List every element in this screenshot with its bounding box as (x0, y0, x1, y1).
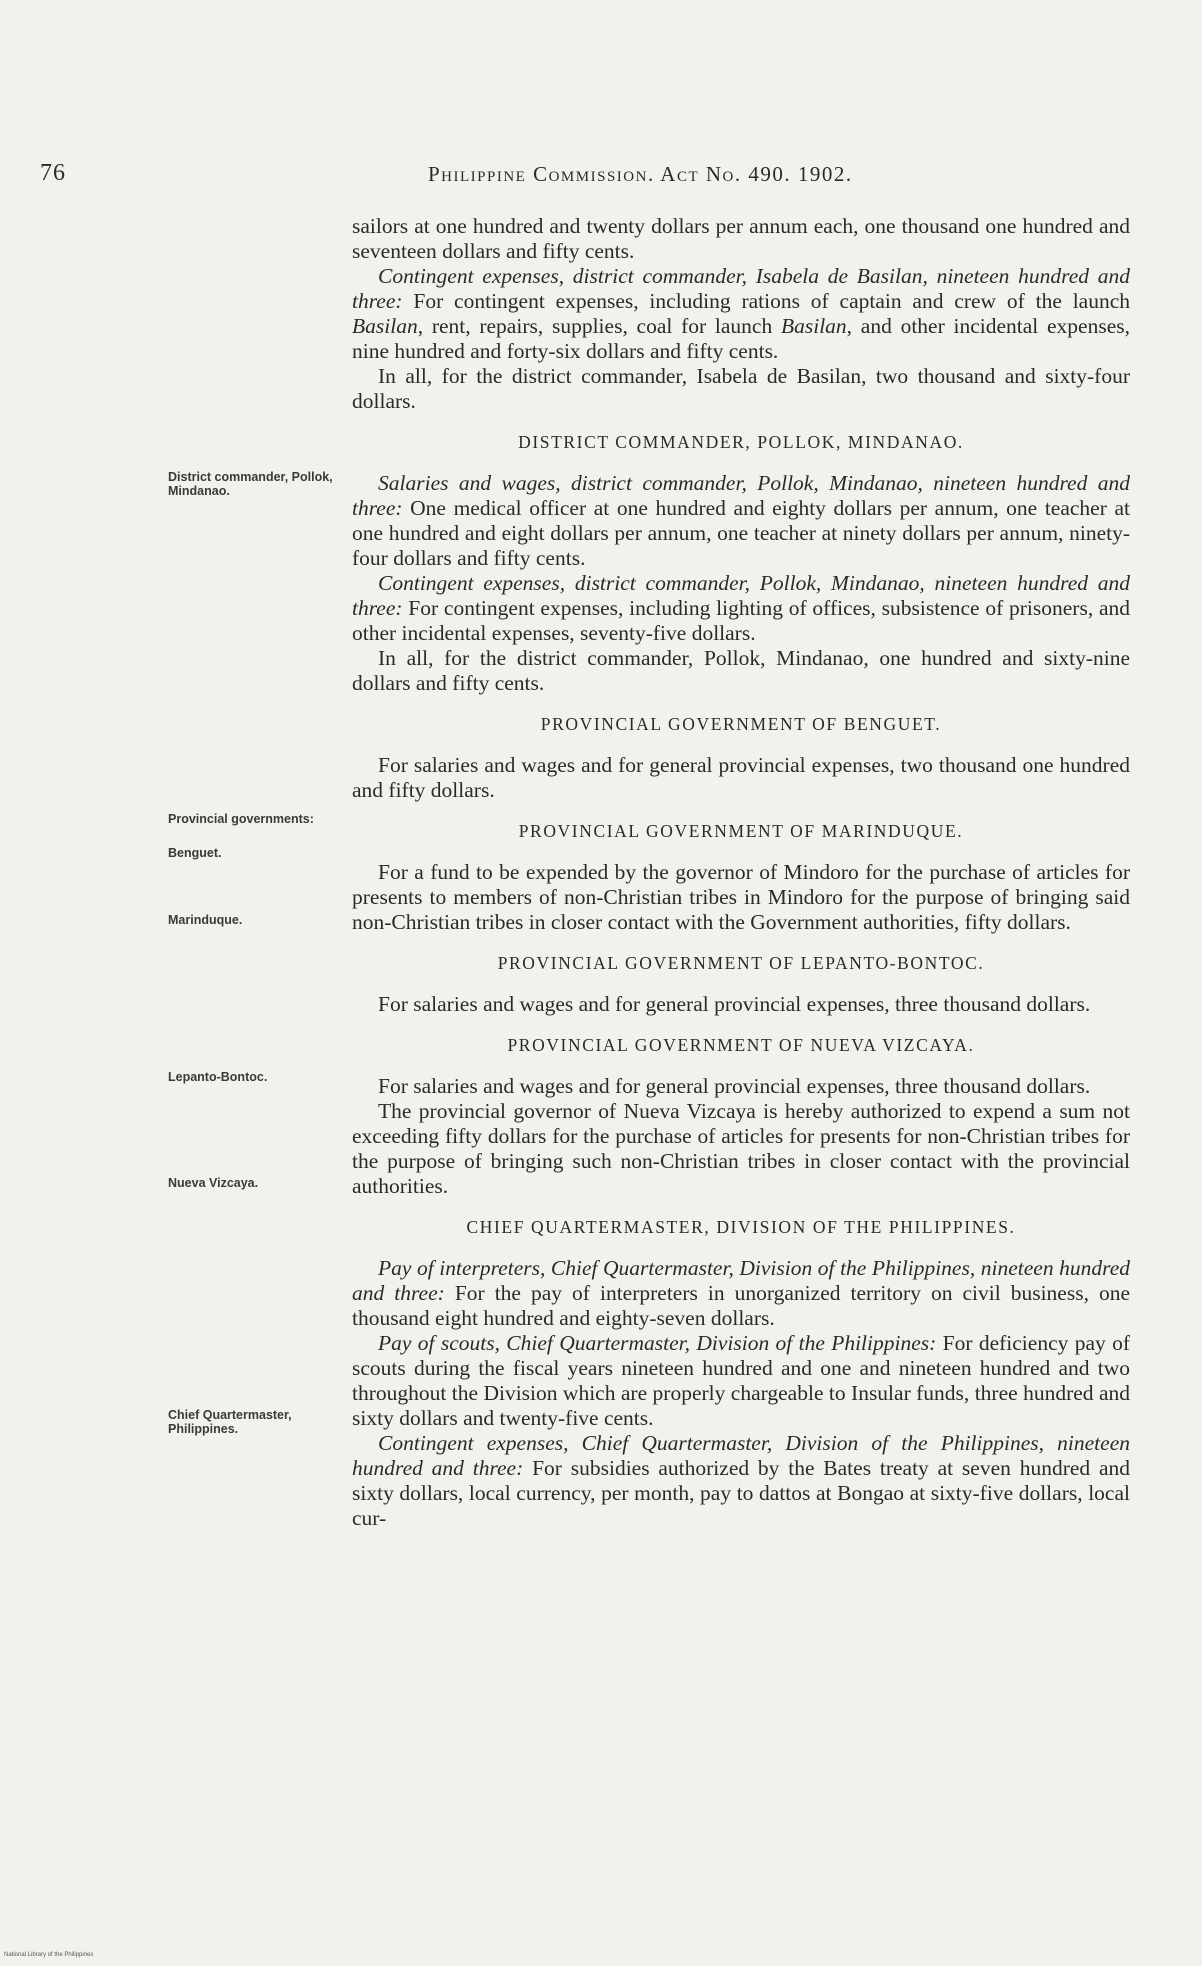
section-heading: DISTRICT COMMANDER, POLLOK, MINDANAO. (518, 432, 964, 452)
margin-note-marinduque: Marinduque. (168, 913, 243, 927)
paragraph: For salaries and wages and for general provincial expenses, three thousand dollars. (378, 1074, 1091, 1098)
margin-note-benguet: Benguet. (168, 846, 222, 860)
margin-note-nueva-vizcaya: Nueva Vizcaya. (168, 1176, 259, 1190)
paragraph: Pay of interpreters, Chief Quartermaster, Division of the Philippines, nineteen hundred and three: For the pay of interpreters in unorganized territory on civil business, one thousand eight hundred and eighty-seven dollars. (352, 1256, 1131, 1330)
margin-note-provincial: Provincial governments: (168, 812, 314, 826)
margin-note-lepanto: Lepanto-Bontoc. (168, 1070, 268, 1084)
paragraph: Contingent expenses, district commander, Isabela de Basilan, nineteen hundred and three: For contingent expenses, including rations of captain and crew of the launch Basilan, rent, repairs, supplies, coal for launch Basilan, and other incidental expenses, nine hundred and forty-six dollars and fifty cents. (352, 264, 1130, 363)
section-heading: CHIEF QUARTERMASTER, DIVISION OF THE PHILIPPINES. (466, 1217, 1016, 1237)
paragraph: Pay of scouts, Chief Quartermaster, Division of the Philippines: For deficiency pay of scouts during the fiscal years nineteen hundred and one and nineteen hundred and two throughout the Division which are properly chargeable to Insular funds, three hundred and sixty dollars and twenty-five cents. (352, 1331, 1130, 1430)
paragraph: Contingent expenses, district commander, Pollok, Mindanao, nineteen hundred and three: For contingent expenses, including lighting of offices, subsistence of prisoners, and other incidental expenses, seventy-five dollars. (352, 571, 1130, 645)
section-heading: PROVINCIAL GOVERNMENT OF MARINDUQUE. (518, 821, 964, 841)
section-heading: PROVINCIAL GOVERNMENT OF BENGUET. (540, 714, 942, 734)
section-heading: PROVINCIAL GOVERNMENT OF NUEVA VIZCAYA. (507, 1035, 975, 1055)
body-text (352, 214, 1130, 1531)
paragraph: Contingent expenses, Chief Quartermaster, Division of the Philippines, nineteen hundred and three: For subsidies authorized by the Bates treaty at seven hundred and sixty dollars, local currency, per month, pay to dattos at Bongao at sixty-five dollars, local cur- (352, 1431, 1130, 1530)
section-heading: PROVINCIAL GOVERNMENT OF LEPANTO-BONTOC. (497, 953, 985, 973)
page-number: 76 (40, 160, 66, 186)
paragraph: For salaries and wages and for general provincial expenses, two thousand one hundred and fifty dollars. (352, 753, 1130, 802)
margin-note-district-pollok: District commander, Pollok, Mindanao. (168, 470, 333, 498)
paragraph: The provincial governor of Nueva Vizcaya is hereby authorized to expend a sum not exceeding fifty dollars for the purchase of articles for presents for non-Christian tribes for the purpose of bringing such non-Christian tribes in closer contact with the provincial authorities. (352, 1099, 1130, 1198)
running-head: Philippine Commission. Act No. 490. 1902. (428, 162, 853, 186)
paragraph: In all, for the district commander, Isabela de Basilan, two thousand and sixty-four dollars. (352, 364, 1130, 413)
paragraph: In all, for the district commander, Pollok, Mindanao, one hundred and sixty-nine dollars and fifty cents. (352, 646, 1130, 695)
paragraph: For salaries and wages and for general provincial expenses, three thousand dollars. (378, 992, 1091, 1016)
margin-note-chief-quartermaster: Chief Quartermaster, Philippines. (168, 1408, 292, 1436)
paragraph: Salaries and wages, district commander, Pollok, Mindanao, nineteen hundred and three: One medical officer at one hundred and eighty dollars per annum, one teacher at one hundred and eight dollars per annum, one teacher at ninety dollars per annum, ninety-four dollars and fifty cents. (352, 471, 1130, 570)
paragraph: sailors at one hundred and twenty dollars per annum each, one thousand one hundred and seventeen dollars and fifty cents. (352, 214, 1130, 263)
scan-footer: National Library of the Philippines (4, 1952, 94, 1958)
paragraph: For a fund to be expended by the governor of Mindoro for the purchase of articles for presents to members of non-Christian tribes in Mindoro for the purpose of bringing said non-Christian tribes in closer contact with the Government authorities, fifty dollars. (352, 860, 1130, 934)
